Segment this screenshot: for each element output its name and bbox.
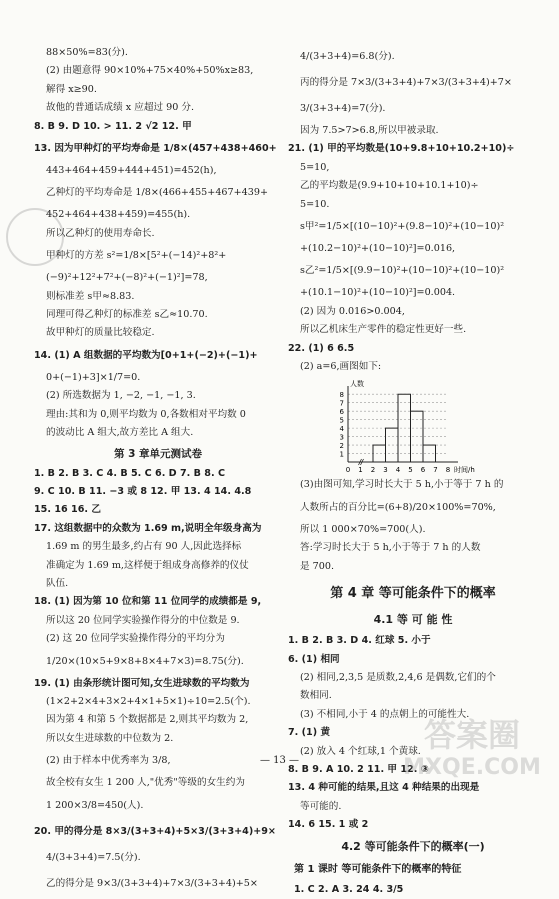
y-tick-label: 8 bbox=[339, 391, 344, 400]
answer-line: 0+(−1)+3]×1/7=0. bbox=[46, 371, 141, 383]
answer-line: 14. 6 15. 1 或 2 bbox=[288, 819, 369, 831]
answer-line: 答:学习时长大于 5 h,小于等于 7 h 的人数 bbox=[300, 542, 481, 554]
lesson-1-title: 第 1 课时 等可能条件下的概率的特征 bbox=[294, 863, 462, 875]
answer-line: 18. (1) 因为第 10 位和第 11 位同学的成绩都是 9, bbox=[34, 596, 262, 608]
answer-line: (2) 由题意得 90×10%+75×40%+50%x≥83, bbox=[46, 65, 254, 77]
answer-line: 故甲种灯的质量比较稳定. bbox=[46, 327, 155, 339]
svg-text:答案圈: 答案圈 bbox=[423, 716, 521, 754]
y-tick-label: 5 bbox=[339, 417, 344, 426]
lesson-1-answers: 1. C 2. A 3. 24 4. 3/5 bbox=[294, 883, 404, 895]
answer-line: 5=10. bbox=[300, 198, 330, 210]
answer-line: 乙的得分是 9×3/(3+3+4)+7×3/(3+3+4)+5× bbox=[46, 877, 258, 889]
answer-line: 数相同. bbox=[300, 690, 332, 702]
answer-line: 同理可得乙种灯的标准差 s乙≈10.70. bbox=[46, 309, 208, 321]
answer-line: 是 700. bbox=[300, 560, 335, 572]
answer-line: 452+464+438+459)=455(h). bbox=[46, 209, 191, 221]
right-column-bottom bbox=[288, 476, 538, 576]
svg-text:MXQE.COM: MXQE.COM bbox=[403, 755, 541, 780]
y-tick-label: 6 bbox=[339, 408, 344, 417]
answer-line: 14. (1) A 组数据的平均数为[0+1+(−2)+(−1)+ bbox=[34, 349, 258, 361]
answer-line: 6. (1) 相同 bbox=[288, 653, 340, 665]
answer-line: 3/(3+3+4)=7(分). bbox=[300, 103, 386, 114]
answer-line: s甲²=1/5×[(10−10)²+(9.8−10)²+(10−10)² bbox=[300, 221, 505, 233]
page-number: — 13 — bbox=[259, 755, 300, 766]
answer-line: 1/20×(10×5+9×8+8×4+7×3)=8.75(分). bbox=[46, 655, 244, 667]
answer-line: 21. (1) 甲的平均数是(10+9.8+10+10.2+10)÷ bbox=[288, 143, 515, 155]
answer-line: 1.69 m 的男生最多,约占有 90 人,因此选择标 bbox=[46, 541, 242, 553]
answer-line: 准确定为 1.69 m,这样便于组成身高修养的仪仗 bbox=[46, 559, 249, 571]
answer-line: 22. (1) 6 6.5 bbox=[288, 342, 355, 354]
answer-line: 4/(3+3+4)=7.5(分). bbox=[46, 851, 141, 863]
answer-line: 所以这 20 位同学实验操作得分的中位数是 9. bbox=[46, 614, 240, 626]
x-axis-label: 时间/h bbox=[454, 466, 475, 475]
answer-line: 故他的普通话成绩 x 应超过 90 分. bbox=[46, 102, 194, 114]
answer-line: 4/(3+3+4)=6.8(分). bbox=[300, 51, 395, 62]
answer-line: 13. 4 种可能的结果,且这 4 种结果的出现是 bbox=[288, 782, 480, 794]
section-4-2-title: 4.2 等可能条件下的概率(一) bbox=[341, 839, 485, 853]
answer-line: (2) 这 20 位同学实验操作得分的平均分为 bbox=[46, 633, 225, 645]
answer-line: 13. 因为甲种灯的平均寿命是 1/8×(457+438+460+ bbox=[34, 143, 277, 155]
answer-line: 甲种灯的方差 s²=1/8×[5²+(−14)²+8²+ bbox=[46, 250, 227, 262]
answer-line: 9. C 10. B 11. −3 或 8 12. 甲 13. 4 14. 4.8 bbox=[34, 485, 252, 497]
x-tick-label: 3 bbox=[383, 466, 388, 475]
y-tick-label: 4 bbox=[339, 425, 344, 434]
answer-line: (1×2+2×4+3×2+4×1+5×1)÷10=2.5(个). bbox=[46, 695, 251, 707]
answer-line: 因为 7.5>7>6.8,所以甲被录取. bbox=[300, 125, 439, 136]
histogram-bar bbox=[373, 446, 386, 463]
y-tick-label: 1 bbox=[339, 450, 344, 459]
watermark-logo bbox=[392, 712, 552, 780]
answer-line: 理由:其和为 0,则平均数为 0,各数相对平均数 0 bbox=[46, 408, 246, 420]
answer-line: 队伍. bbox=[46, 577, 69, 589]
x-tick-label: 5 bbox=[408, 466, 413, 475]
answer-line: 所以 1 000×70%=700(人). bbox=[300, 523, 426, 535]
answer-line: 1 200×3/8=450(人). bbox=[46, 799, 144, 811]
answer-line: (2) 因为 0.016>0.004, bbox=[300, 305, 405, 317]
answer-line: 人数所占的百分比=(6+8)/20×100%=70%, bbox=[300, 501, 496, 513]
answer-line: 因为第 4 和第 5 个数据都是 2,则其平均数为 2, bbox=[46, 714, 249, 726]
section-title: 第 3 章单元测试卷 bbox=[113, 447, 203, 460]
answer-line: 等可能的. bbox=[300, 800, 342, 812]
answer-line: (−9)²+12²+7²+(−8)²+(−1)²]=78, bbox=[46, 272, 208, 284]
answer-line: 8. B 9. D 10. > 11. 2 √2 12. 甲 bbox=[34, 120, 192, 132]
x-tick-label: 8 bbox=[445, 466, 451, 475]
answer-line: 丙的得分是 7×3/(3+3+4)+7×3/(3+3+4)+7× bbox=[300, 77, 512, 88]
answer-line: 7. (1) 黄 bbox=[288, 727, 331, 739]
y-tick-label: 7 bbox=[339, 400, 344, 409]
answer-line: 443+464+459+444+451)=452(h), bbox=[46, 165, 217, 177]
answer-line: 则标准差 s甲≈8.83. bbox=[46, 290, 135, 302]
chapter-4-title: 第 4 章 等可能条件下的概率 bbox=[330, 586, 496, 602]
x-tick-label: 0 bbox=[345, 466, 351, 475]
answer-line: 20. 甲的得分是 8×3/(3+3+4)+5×3/(3+3+4)+9× bbox=[34, 825, 276, 837]
y-tick-label: 3 bbox=[339, 434, 344, 443]
answer-line: 乙的平均数是(9.9+10+10+10.1+10)÷ bbox=[300, 180, 479, 192]
y-tick-label: 2 bbox=[339, 442, 344, 451]
y-axis-label: 人数 bbox=[350, 380, 364, 389]
study-time-histogram bbox=[308, 376, 478, 476]
answer-line: 所以乙种灯的使用寿命长. bbox=[46, 227, 155, 239]
x-tick-label: 6 bbox=[420, 466, 426, 475]
x-tick-label: 7 bbox=[433, 466, 438, 475]
answer-line: s乙²=1/5×[(9.9−10)²+(10−10)²+(10−10)² bbox=[300, 265, 505, 277]
answer-line: 故全校有女生 1 200 人,"优秀"等级的女生约为 bbox=[46, 777, 245, 789]
left-column bbox=[34, 44, 282, 897]
answer-line: +(10.2−10)²+(10−10)²]=0.016, bbox=[300, 243, 456, 255]
answer-line: 解得 x≥90. bbox=[46, 83, 97, 95]
x-tick-label: 1 bbox=[358, 466, 363, 475]
x-tick-label: 4 bbox=[395, 466, 401, 475]
answer-line: (3)由图可知,学习时长大于 5 h,小于等于 7 h 的 bbox=[300, 479, 504, 491]
answer-line: 17. 这组数据中的众数为 1.69 m,说明全年级身高为 bbox=[34, 522, 262, 534]
answer-line: (3) 不相同,小于 4 的点朝上的可能性大. bbox=[300, 708, 470, 720]
answer-line: (2) 相同,2,3,5 是质数,2,4,6 是偶数,它们的个 bbox=[300, 671, 496, 683]
answer-line: 5=10, bbox=[300, 161, 330, 173]
answer-line: 所以女生进球数的中位数为 2. bbox=[46, 732, 174, 744]
answer-line: 1. B 2. B 3. C 4. B 5. C 6. D 7. B 8. C bbox=[34, 467, 225, 479]
answer-line: 88×50%=83(分). bbox=[46, 47, 128, 58]
answer-line: (2) 由于样本中优秀率为 3/8, bbox=[46, 755, 171, 767]
answer-line: 19. (1) 由条形统计图可知,女生进球数的平均数为 bbox=[34, 677, 250, 689]
answer-line: (2) a=6,画图如下: bbox=[300, 361, 382, 373]
answer-line: 1. B 2. B 3. D 4. 红球 5. 小于 bbox=[288, 635, 431, 647]
answer-line: (2) 放入 4 个红球,1 个黄球. bbox=[300, 745, 421, 757]
x-tick-label: 2 bbox=[370, 466, 376, 475]
answer-line: 15. 16 16. 乙 bbox=[34, 504, 101, 516]
answer-line: 所以乙机床生产零件的稳定性更好一些. bbox=[300, 324, 467, 336]
answer-line: 乙种灯的平均寿命是 1/8×(466+455+467+439+ bbox=[46, 187, 269, 199]
section-4-1-title: 4.1 等 可 能 性 bbox=[373, 613, 453, 627]
answer-line: +(10.1−10)²+(10−10)²]=0.004. bbox=[300, 287, 456, 299]
answer-line: 的波动比 A 组大,故方差比 A 组大. bbox=[46, 427, 194, 439]
answer-line: 8. B 9. A 10. 2 11. 甲 12. ③ bbox=[288, 763, 429, 775]
right-column-top bbox=[288, 44, 538, 376]
answer-line: (2) 所选数据为 1, −2, −1, −1, 3. bbox=[46, 390, 196, 402]
